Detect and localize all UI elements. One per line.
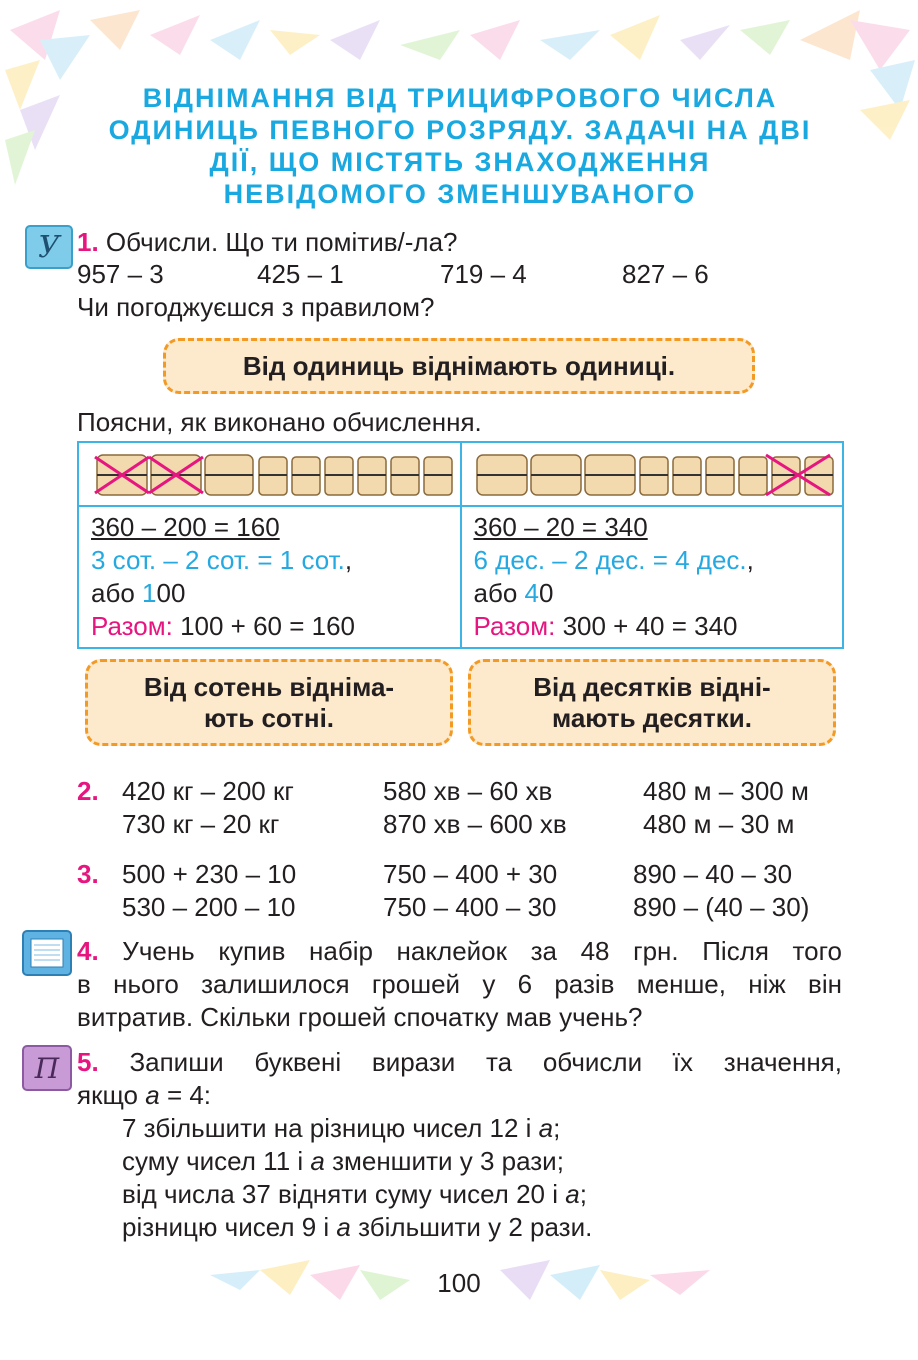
- oral-work-icon: У: [25, 225, 73, 269]
- ex2-cell: 480 м – 30 м: [643, 809, 795, 839]
- ex1-expr-2: 425 – 1: [257, 259, 344, 289]
- page-number: 100: [437, 1268, 481, 1298]
- ex1-question: Чи погоджуєшся з правилом?: [77, 292, 435, 322]
- ex2-cell: 870 хв – 600 хв: [383, 809, 567, 839]
- ex2-cell: 480 м – 300 м: [643, 776, 809, 806]
- ex5-item: різницю чисел 9 і a збільшити у 2 рази.: [122, 1212, 593, 1242]
- ex1-explain: Поясни, як виконано обчислення.: [77, 407, 482, 437]
- left-equation: 360 – 200 = 160: [91, 512, 280, 542]
- right-tens-text: 6 дес. – 2 дес. = 4 дес.: [473, 545, 747, 575]
- rule-text: Від одиниць віднімають одиниці.: [242, 350, 676, 381]
- exercise-number: 4.: [77, 936, 99, 966]
- rule-box-tens: Від десятків відні- мають десятки.: [468, 659, 836, 746]
- hundred-bundle: [205, 455, 253, 495]
- ex3-cell: 530 – 200 – 10: [122, 892, 296, 922]
- title-line: ДІЇ, ЩО МІСТЯТЬ ЗНАХОДЖЕННЯ: [209, 147, 711, 177]
- right-sum-line: Разом: 300 + 40 = 340: [473, 611, 738, 641]
- ex3-cell: 890 – (40 – 30): [633, 892, 810, 922]
- left-or-line: або 100: [91, 578, 186, 608]
- hundred-bundle-crossed: [95, 455, 149, 495]
- ex4-line: 4. Учень купив набір наклейок за 48 грн. Після того: [77, 936, 842, 966]
- ex5-condition: якщо a = 4:: [77, 1080, 212, 1110]
- ex5-line: 5. Запиши буквені вирази та обчисли їх значення,: [77, 1047, 842, 1077]
- title-line: ВІДНІМАННЯ ВІД ТРИЦИФРОВОГО ЧИСЛА: [142, 83, 778, 113]
- ex3-cell: 750 – 400 – 30: [383, 892, 557, 922]
- ex1-task: [77, 226, 458, 259]
- ex2-cell: 730 кг – 20 кг: [122, 809, 280, 839]
- ex5-item: 7 збільшити на різницю чисел 12 і a;: [122, 1113, 561, 1143]
- calculation-table: [77, 441, 844, 649]
- notebook-icon: [22, 930, 72, 976]
- ex2-cell: 580 хв – 60 хв: [383, 776, 553, 806]
- ex1-expr-3: 719 – 4: [440, 259, 527, 289]
- ex3-cell: 890 – 40 – 30: [633, 859, 793, 889]
- ex3-cell: 750 – 400 + 30: [383, 859, 558, 889]
- ex1-expr-4: 827 – 6: [622, 259, 709, 289]
- exercise-number: 1.: [77, 227, 99, 257]
- ex4-line: в нього залишилося грошей у 6 разів менше, ніж він: [77, 969, 842, 999]
- left-hundreds-text: 3 сот. – 2 сот. = 1 сот.: [91, 545, 345, 575]
- title-line: НЕВІДОМОГО ЗМЕНШУВАНОГО: [223, 179, 697, 209]
- ex5-item: суму чисел 11 і a зменшити у 3 рази;: [122, 1146, 564, 1176]
- exercise-number: 3.: [77, 859, 99, 889]
- pair-work-icon: П: [22, 1045, 72, 1091]
- left-sum-line: Разом: 100 + 60 = 160: [91, 611, 356, 641]
- ex5-item: від числа 37 відняти суму чисел 20 і a;: [122, 1179, 587, 1209]
- right-or-line: або 40: [473, 578, 554, 608]
- hundred-bundle-crossed: [149, 455, 203, 495]
- rule-box-units: [163, 338, 755, 394]
- right-calc-cell: 360 – 20 = 340 6 дес. – 2 дес. = 4 дес., або 40 Разом: 300 + 40 = 340: [462, 507, 843, 647]
- ex1-expr-1: 957 – 3: [77, 259, 164, 289]
- ex2-cell: 420 кг – 200 кг: [122, 776, 294, 806]
- ex1-task-text: Обчисли. Що ти помітив/-ла?: [105, 227, 458, 257]
- exercise-number: 2.: [77, 776, 99, 806]
- stick-bundles-hundreds-picture: [79, 443, 460, 505]
- title-line: ОДИНИЦЬ ПЕВНОГО РОЗРЯДУ. ЗАДАЧІ НА ДВІ: [108, 115, 812, 145]
- ex4-line: витратив. Скільки грошей спочатку мав учень?: [77, 1002, 643, 1032]
- page-title: [60, 82, 860, 210]
- exercise-number: 5.: [77, 1047, 99, 1077]
- left-calc-cell: 360 – 200 = 160 3 сот. – 2 сот. = 1 сот., або 100 Разом: 100 + 60 = 160: [79, 507, 460, 647]
- stick-bundles-tens-picture: [462, 443, 843, 505]
- rule-box-hundreds: Від сотень відніма- ють сотні.: [85, 659, 453, 746]
- ex3-cell: 500 + 230 – 10: [122, 859, 297, 889]
- right-equation: 360 – 20 = 340: [473, 512, 648, 542]
